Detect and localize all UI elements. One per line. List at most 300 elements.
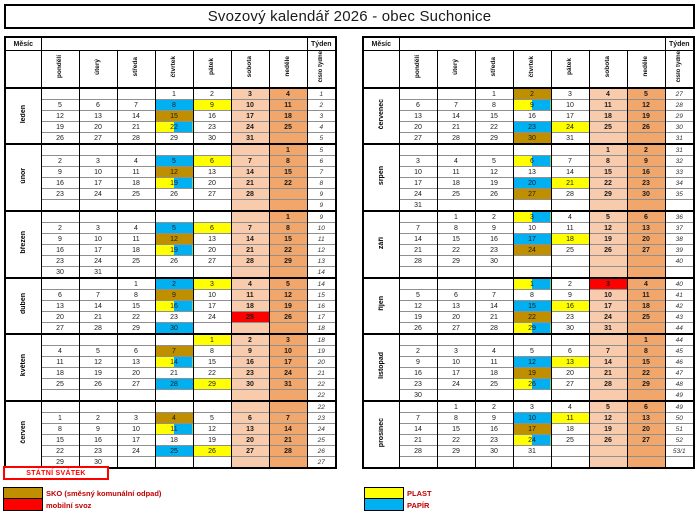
day-cell: 15 [589,167,627,178]
day-cell: 27 [399,133,437,145]
calendar-week-row [5,189,336,200]
empty-day-cell [627,256,665,267]
vertical-label: čtvrtek [169,56,177,78]
day-cell: 16 [79,435,117,446]
day-cell: 19 [193,435,231,446]
week-number: 31 [665,144,694,156]
week-number: 23 [307,413,336,424]
day-cell: 4 [475,346,513,357]
day-cell: 4 [551,401,589,413]
week-number: 24 [307,424,336,435]
month-block [363,88,694,144]
week-column-header: Týden [665,37,694,51]
day-cell: 30 [551,323,589,335]
day-cell: 9 [41,167,79,178]
day-cell: 27 [627,435,665,446]
vertical-label: listopad [377,351,385,379]
calendar-week-row [5,278,336,290]
day-cell: 23 [513,122,551,133]
day-cell: 9 [513,100,551,111]
month-label [5,401,41,468]
vertical-label: leden [19,104,27,123]
empty-day-cell [475,200,513,212]
legend-item-papir [364,499,432,511]
calendar-week-row [5,446,336,457]
day-cell: 21 [231,178,269,189]
day-cell: 12 [513,357,551,368]
day-cell: 25 [269,122,307,133]
day-cell: 16 [41,178,79,189]
month-label [363,401,399,468]
day-cell: 16 [513,111,551,122]
vertical-label: pondělí [55,55,63,79]
calendar-week-row [363,357,694,368]
calendar-week-row [363,256,694,267]
day-cell: 8 [269,223,307,234]
day-cell: 22 [437,245,475,256]
day-cell: 25 [117,256,155,267]
month-label [363,334,399,401]
day-cell: 11 [551,223,589,234]
day-cell: 17 [551,111,589,122]
month-block [5,334,336,401]
day-cell: 26 [41,133,79,145]
empty-day-cell [437,267,475,279]
empty-day-cell [399,144,437,156]
day-cell: 26 [193,446,231,457]
empty-day-cell [41,200,79,212]
calendar-week-row [5,401,336,413]
week-number: 44 [665,323,694,335]
vertical-label: září [377,236,385,249]
day-cell: 12 [41,111,79,122]
day-cell: 18 [117,245,155,256]
calendar-week-row [5,200,336,212]
calendar-week-row [363,368,694,379]
calendar-week-row [5,133,336,145]
week-number: 14 [307,278,336,290]
day-cell: 27 [193,189,231,200]
month-block [363,334,694,401]
empty-day-cell [513,334,551,346]
empty-day-cell [155,457,193,469]
day-cell: 23 [41,256,79,267]
day-cell: 28 [231,256,269,267]
empty-day-cell [79,390,117,402]
week-number: 32 [665,156,694,167]
day-cell: 22 [117,312,155,323]
day-cell: 10 [513,413,551,424]
calendar-week-row [363,379,694,390]
day-cell: 27 [231,446,269,457]
empty-day-cell [41,88,79,100]
day-cell: 27 [551,379,589,390]
vertical-label: únor [19,167,27,184]
week-number: 12 [307,245,336,256]
day-cell: 30 [399,390,437,402]
calendar-week-row [5,368,336,379]
day-cell: 16 [627,167,665,178]
day-cell: 13 [437,301,475,312]
week-number [665,267,694,279]
empty-day-cell [513,144,551,156]
day-cell: 23 [193,122,231,133]
day-cell: 8 [627,346,665,357]
week-number [665,200,694,212]
week-number: 31 [665,133,694,145]
empty-day-cell [117,200,155,212]
calendar-week-row [363,446,694,457]
day-cell: 16 [475,424,513,435]
week-number: 38 [665,234,694,245]
day-cell: 6 [231,413,269,424]
calendar-week-row [363,267,694,279]
day-cell: 15 [41,435,79,446]
day-cell: 27 [627,245,665,256]
day-cell: 30 [155,323,193,335]
empty-day-cell [117,211,155,223]
day-cell: 28 [551,189,589,200]
day-cell: 23 [475,435,513,446]
empty-day-cell [231,457,269,469]
vertical-label: úterý [451,58,459,75]
week-number-header [307,51,336,89]
week-number: 40 [665,256,694,267]
week-number: 19 [307,346,336,357]
empty-day-cell [475,334,513,346]
day-cell: 5 [513,346,551,357]
empty-day-cell [627,390,665,402]
day-cell: 2 [41,156,79,167]
day-cell: 19 [627,111,665,122]
day-cell: 8 [155,100,193,111]
week-number: 41 [665,290,694,301]
calendar-week-row [5,346,336,357]
day-cell: 6 [627,401,665,413]
legend-item-sko [3,487,161,499]
day-cell: 20 [399,122,437,133]
day-cell: 10 [513,223,551,234]
day-cell: 13 [193,167,231,178]
empty-day-cell [231,144,269,156]
week-number: 2 [307,100,336,111]
month-block [5,401,336,468]
week-number: 18 [307,323,336,335]
day-cell: 5 [627,88,665,100]
day-cell: 7 [269,413,307,424]
empty-day-cell [269,200,307,212]
empty-day-cell [437,334,475,346]
day-cell: 18 [41,368,79,379]
week-number: 7 [307,167,336,178]
day-cell: 1 [437,211,475,223]
day-cell: 12 [399,301,437,312]
day-name-header [117,51,155,89]
week-number: 43 [665,312,694,323]
week-number: 16 [307,301,336,312]
day-cell: 21 [117,122,155,133]
empty-day-cell [399,401,437,413]
day-cell: 1 [437,401,475,413]
empty-day-cell [551,200,589,212]
empty-day-cell [269,390,307,402]
calendar-week-row [5,379,336,390]
day-cell: 19 [155,245,193,256]
empty-day-cell [117,144,155,156]
day-cell: 4 [117,223,155,234]
calendar-week-row [363,223,694,234]
day-cell: 11 [41,357,79,368]
day-cell: 21 [155,368,193,379]
week-number: 6 [307,156,336,167]
week-number: 49 [665,390,694,402]
day-cell: 20 [41,312,79,323]
day-name-header [513,51,551,89]
day-cell: 26 [589,245,627,256]
week-number: 53/1 [665,446,694,457]
day-cell: 1 [627,334,665,346]
week-number: 35 [665,189,694,200]
day-cell: 29 [117,323,155,335]
day-cell: 6 [193,223,231,234]
month-column-header: Měsíc [5,37,41,51]
day-cell: 20 [79,122,117,133]
week-number: 37 [665,223,694,234]
empty-day-cell [475,144,513,156]
day-cell: 24 [193,312,231,323]
day-cell: 29 [437,446,475,457]
day-cell: 10 [437,357,475,368]
day-name-header [627,51,665,89]
day-cell: 31 [551,133,589,145]
week-number-header [665,51,694,89]
day-cell: 27 [41,323,79,335]
day-cell: 24 [79,256,117,267]
empty-day-cell [475,390,513,402]
day-cell: 28 [399,256,437,267]
day-name-header [79,51,117,89]
empty-day-cell [589,267,627,279]
empty-day-cell [155,401,193,413]
empty-day-cell [399,278,437,290]
day-cell: 6 [437,290,475,301]
day-cell: 9 [399,357,437,368]
day-cell: 16 [399,368,437,379]
day-cell: 8 [41,424,79,435]
day-cell: 20 [513,178,551,189]
week-number: 26 [307,446,336,457]
day-cell: 25 [589,122,627,133]
empty-day-cell [231,267,269,279]
day-cell: 10 [589,290,627,301]
calendar-week-row [363,401,694,413]
day-cell: 1 [475,88,513,100]
calendar-week-row [363,346,694,357]
empty-day-cell [627,446,665,457]
day-cell: 14 [269,424,307,435]
empty-day-cell [269,267,307,279]
legend-item-plast [364,487,432,499]
day-name-header [475,51,513,89]
calendar-week-row [363,435,694,446]
day-cell: 14 [155,357,193,368]
day-cell: 5 [193,413,231,424]
vertical-label: číslo týdne [676,51,683,83]
day-cell: 19 [79,368,117,379]
week-number: 14 [307,267,336,279]
week-number: 15 [307,290,336,301]
day-cell: 10 [399,167,437,178]
calendar-week-row [363,457,694,469]
empty-day-cell [589,256,627,267]
day-cell: 23 [231,368,269,379]
day-cell: 21 [399,435,437,446]
day-cell: 7 [399,223,437,234]
day-cell: 3 [117,413,155,424]
day-cell: 14 [399,234,437,245]
day-cell: 12 [155,167,193,178]
day-cell: 14 [437,111,475,122]
day-cell: 2 [475,401,513,413]
vertical-label: číslo týdne [318,51,325,83]
day-cell: 15 [437,424,475,435]
empty-day-cell [551,144,589,156]
empty-day-cell [79,278,117,290]
day-cell: 19 [269,301,307,312]
week-number: 9 [307,211,336,223]
day-cell: 23 [41,189,79,200]
week-number: 5 [307,133,336,145]
day-cell: 4 [627,278,665,290]
day-cell: 3 [193,278,231,290]
day-cell: 15 [269,167,307,178]
vertical-label: sobota [245,56,253,78]
vertical-label: červenec [377,98,385,130]
day-cell: 23 [79,446,117,457]
day-cell: 24 [79,189,117,200]
week-number: 33 [665,167,694,178]
day-name-header [269,51,307,89]
vertical-label: pondělí [413,55,421,79]
day-cell: 5 [269,278,307,290]
day-cell: 4 [41,346,79,357]
day-cell: 30 [475,446,513,457]
day-cell: 24 [117,446,155,457]
day-cell: 25 [41,379,79,390]
day-cell: 9 [475,223,513,234]
empty-day-cell [513,256,551,267]
empty-day-cell [231,323,269,335]
day-cell: 31 [231,133,269,145]
empty-day-cell [155,200,193,212]
day-cell: 12 [589,223,627,234]
day-cell: 22 [475,122,513,133]
day-cell: 20 [627,234,665,245]
week-number: 5 [307,144,336,156]
day-cell: 17 [399,178,437,189]
calendar-week-row [363,413,694,424]
empty-day-cell [231,390,269,402]
empty-day-cell [117,390,155,402]
day-cell: 30 [627,189,665,200]
calendar-week-row [363,234,694,245]
day-cell: 4 [231,278,269,290]
day-cell: 11 [589,100,627,111]
day-cell: 21 [589,368,627,379]
empty-day-cell [589,390,627,402]
empty-day-cell [513,267,551,279]
day-name-header [437,51,475,89]
empty-day-cell [627,267,665,279]
day-cell: 15 [193,357,231,368]
calendar-week-row [5,211,336,223]
day-cell: 24 [589,312,627,323]
calendar-week-row [5,245,336,256]
calendar-week-row [5,100,336,111]
day-cell: 31 [513,446,551,457]
day-cell: 17 [589,301,627,312]
day-cell: 2 [41,223,79,234]
day-cell: 25 [551,435,589,446]
day-cell: 16 [551,301,589,312]
calendar-week-row [5,390,336,402]
vertical-label: sobota [603,56,611,78]
day-cell: 29 [269,256,307,267]
vertical-label: červen [19,421,27,444]
week-number: 4 [307,122,336,133]
calendar-week-row [5,234,336,245]
day-cell: 8 [193,346,231,357]
calendar-week-row [5,357,336,368]
day-cell: 31 [399,200,437,212]
day-cell: 8 [117,290,155,301]
empty-day-cell [193,390,231,402]
empty-day-cell [589,133,627,145]
day-cell: 17 [79,178,117,189]
calendar-week-row [363,133,694,145]
day-cell: 20 [627,424,665,435]
day-cell: 19 [475,178,513,189]
day-cell: 29 [155,133,193,145]
day-cell: 31 [79,267,117,279]
calendar-week-row [363,323,694,335]
month-label [5,211,41,278]
day-cell: 1 [269,144,307,156]
day-cell: 18 [551,424,589,435]
empty-day-cell [117,401,155,413]
day-cell: 22 [41,446,79,457]
day-cell: 2 [627,144,665,156]
vertical-label: neděle [283,56,291,77]
week-number: 18 [307,334,336,346]
empty-day-cell [589,457,627,469]
calendar-week-row [363,301,694,312]
day-cell: 15 [155,111,193,122]
day-cell: 15 [269,234,307,245]
week-number: 39 [665,245,694,256]
empty-day-cell [551,256,589,267]
empty-day-cell [513,390,551,402]
day-cell: 13 [117,357,155,368]
empty-day-cell [589,200,627,212]
calendar-week-row [363,88,694,100]
day-cell: 10 [79,167,117,178]
day-cell: 1 [41,413,79,424]
day-cell: 6 [79,100,117,111]
day-cell: 12 [589,413,627,424]
day-cell: 11 [117,167,155,178]
month-label [5,88,41,144]
